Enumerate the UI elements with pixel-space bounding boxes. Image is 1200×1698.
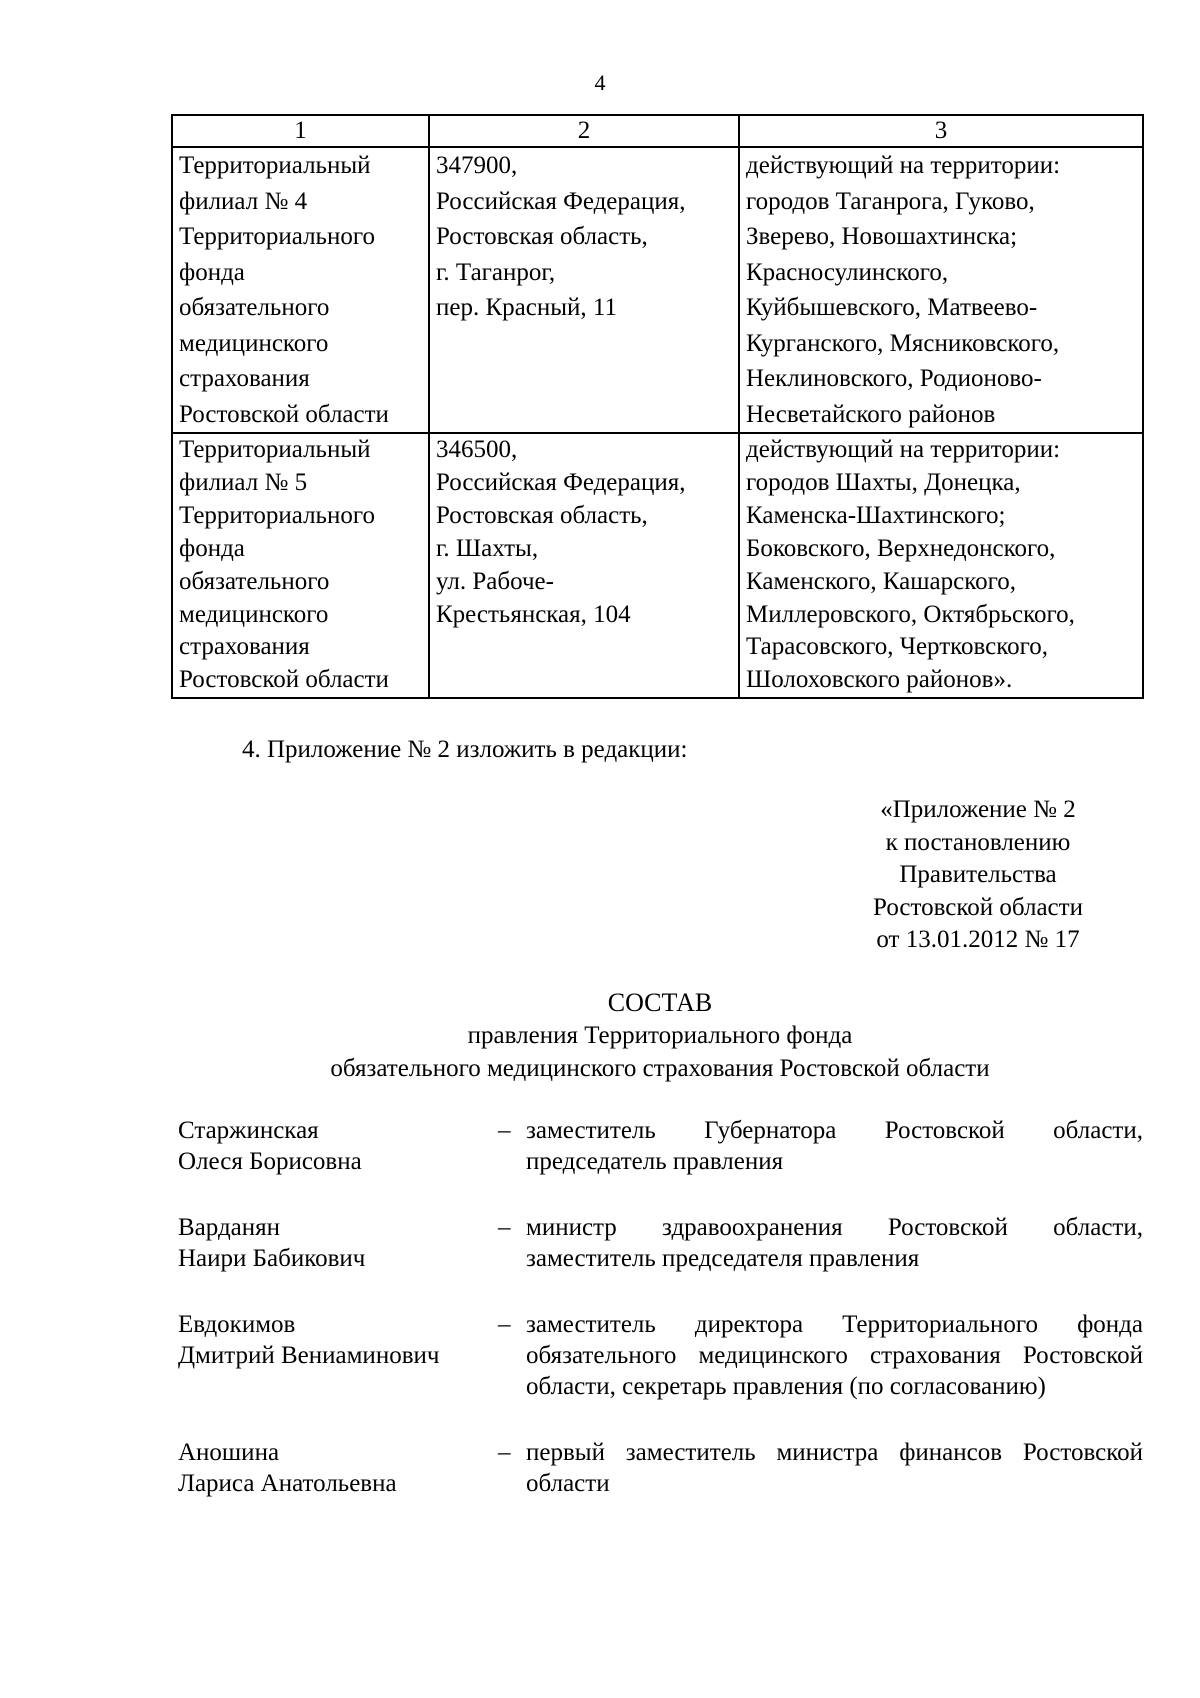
member-role: первый заместитель министра финансов Ростовской области	[526, 1439, 1143, 1497]
member-name	[178, 1309, 498, 1402]
member-name	[178, 1115, 498, 1177]
appendix-line: к постановлению	[885, 828, 1071, 856]
cell-line: Куйбышевского, Матвеево-	[746, 294, 1038, 321]
cell-line: Территориальный	[179, 152, 371, 179]
cell-line: Территориального	[179, 501, 375, 529]
member-surname: Аношина	[178, 1439, 280, 1466]
cell-line: филиал № 5	[179, 468, 308, 496]
cell-line: 347900,	[436, 152, 518, 179]
appendix-line: Ростовской области	[873, 893, 1083, 921]
cell-line: действующий на территории:	[746, 152, 1061, 179]
cell-line: Каменского, Кашарского,	[746, 567, 1016, 595]
member-role: заместитель директора Территориального фонда обязательного медицинского страхования Ростовской области, секретарь правления (по согласованию)	[526, 1311, 1143, 1400]
cell-line: фонда	[179, 534, 245, 562]
heading-subtitle: обязательного медицинского страхования Ростовской области	[330, 1055, 990, 1082]
cell-line: Боковского, Верхнедонского,	[746, 534, 1056, 562]
appendix-line: «Приложение № 2	[880, 796, 1076, 823]
member-given-name: Олеся Борисовна	[178, 1148, 362, 1175]
table-header-row	[172, 115, 1143, 147]
cell-line: медицинского	[179, 600, 329, 628]
amendment-paragraph: 4. Приложение № 2 изложить в редакции:	[242, 736, 688, 763]
cell-line: страхования	[179, 633, 310, 661]
cell-line: филиал № 4	[179, 187, 308, 215]
cell-line: действующий на территории:	[746, 436, 1061, 463]
column-header: 2	[429, 115, 739, 147]
composition-heading	[0, 986, 1200, 1085]
cell-line: городов Таганрога, Гуково,	[746, 187, 1035, 215]
appendix-line: Правительства	[899, 861, 1057, 888]
territory-cell	[739, 433, 1143, 698]
member-name	[178, 1212, 498, 1274]
cell-line: Российская Федерация,	[436, 468, 686, 496]
member-given-name: Наири Бабикович	[178, 1245, 366, 1272]
column-header: 3	[739, 115, 1143, 147]
cell-line: Неклиновского, Родионово-	[746, 365, 1042, 392]
member-given-name: Лариса Анатольевна	[178, 1470, 397, 1497]
cell-line: Миллеровского, Октябрьского,	[746, 600, 1075, 628]
dash-separator: –	[498, 1311, 511, 1338]
cell-line: Российская Федерация,	[436, 187, 686, 215]
board-members-list	[178, 1115, 1143, 1534]
cell-line: Несветайского районов	[746, 400, 996, 428]
member-role: заместитель Губернатора Ростовской области, председатель правления	[526, 1117, 1143, 1175]
cell-line: Территориального	[179, 223, 375, 250]
cell-line: Ростовская область,	[436, 501, 648, 529]
page-number: 4	[594, 70, 606, 95]
list-item	[178, 1437, 1143, 1499]
heading-subtitle: правления Территориального фонда	[467, 1022, 853, 1049]
dash-separator: –	[498, 1214, 511, 1241]
cell-line: Каменска-Шахтинского;	[746, 501, 1006, 529]
appendix-line: от 13.01.2012 № 17	[876, 926, 1080, 953]
dash-separator: –	[498, 1117, 511, 1144]
cell-line: пер. Красный, 11	[436, 294, 617, 321]
member-name	[178, 1437, 498, 1499]
territorial-branches-table	[171, 114, 1144, 699]
cell-line: 346500,	[436, 436, 518, 463]
cell-line: Ростовской области	[179, 666, 389, 694]
appendix-reference	[838, 794, 1118, 957]
territory-cell	[739, 147, 1143, 433]
member-role: министр здравоохранения Ростовской области, заместитель председателя правления	[526, 1214, 1143, 1272]
heading-title: СОСТАВ	[607, 988, 713, 1017]
cell-line: Крестьянская, 104	[436, 600, 631, 628]
table-row	[172, 433, 1143, 698]
column-header: 1	[172, 115, 429, 147]
cell-line: Ростовской области	[179, 400, 389, 428]
cell-line: Тарасовского, Чертковского,	[746, 633, 1049, 661]
list-item	[178, 1309, 1143, 1402]
cell-line: обязательного	[179, 294, 330, 321]
address-cell	[429, 147, 739, 433]
cell-line: Территориальный	[179, 436, 371, 463]
cell-line: г. Таганрог,	[436, 258, 556, 286]
cell-line: городов Шахты, Донецка,	[746, 468, 1021, 496]
table-row	[172, 147, 1143, 433]
dash-separator: –	[498, 1439, 511, 1466]
cell-line: фонда	[179, 258, 245, 286]
member-given-name: Дмитрий Вениаминович	[178, 1342, 440, 1369]
member-surname: Старжинская	[178, 1117, 319, 1144]
cell-line: Шолоховского районов».	[746, 666, 1013, 694]
cell-line: г. Шахты,	[436, 534, 539, 562]
cell-line: Курганского, Мясниковского,	[746, 329, 1060, 357]
list-item	[178, 1212, 1143, 1274]
address-cell	[429, 433, 739, 698]
branch-name-cell	[172, 147, 429, 433]
cell-line: страхования	[179, 365, 310, 392]
member-surname: Варданян	[178, 1214, 281, 1241]
member-surname: Евдокимов	[178, 1311, 296, 1338]
cell-line: обязательного	[179, 567, 330, 595]
cell-line: Ростовская область,	[436, 223, 648, 250]
cell-line: Зверево, Новошахтинска;	[746, 223, 1018, 250]
branch-name-cell	[172, 433, 429, 698]
cell-line: ул. Рабоче-	[436, 567, 554, 595]
cell-line: медицинского	[179, 329, 329, 357]
cell-line: Красносулинского,	[746, 258, 949, 286]
list-item	[178, 1115, 1143, 1177]
